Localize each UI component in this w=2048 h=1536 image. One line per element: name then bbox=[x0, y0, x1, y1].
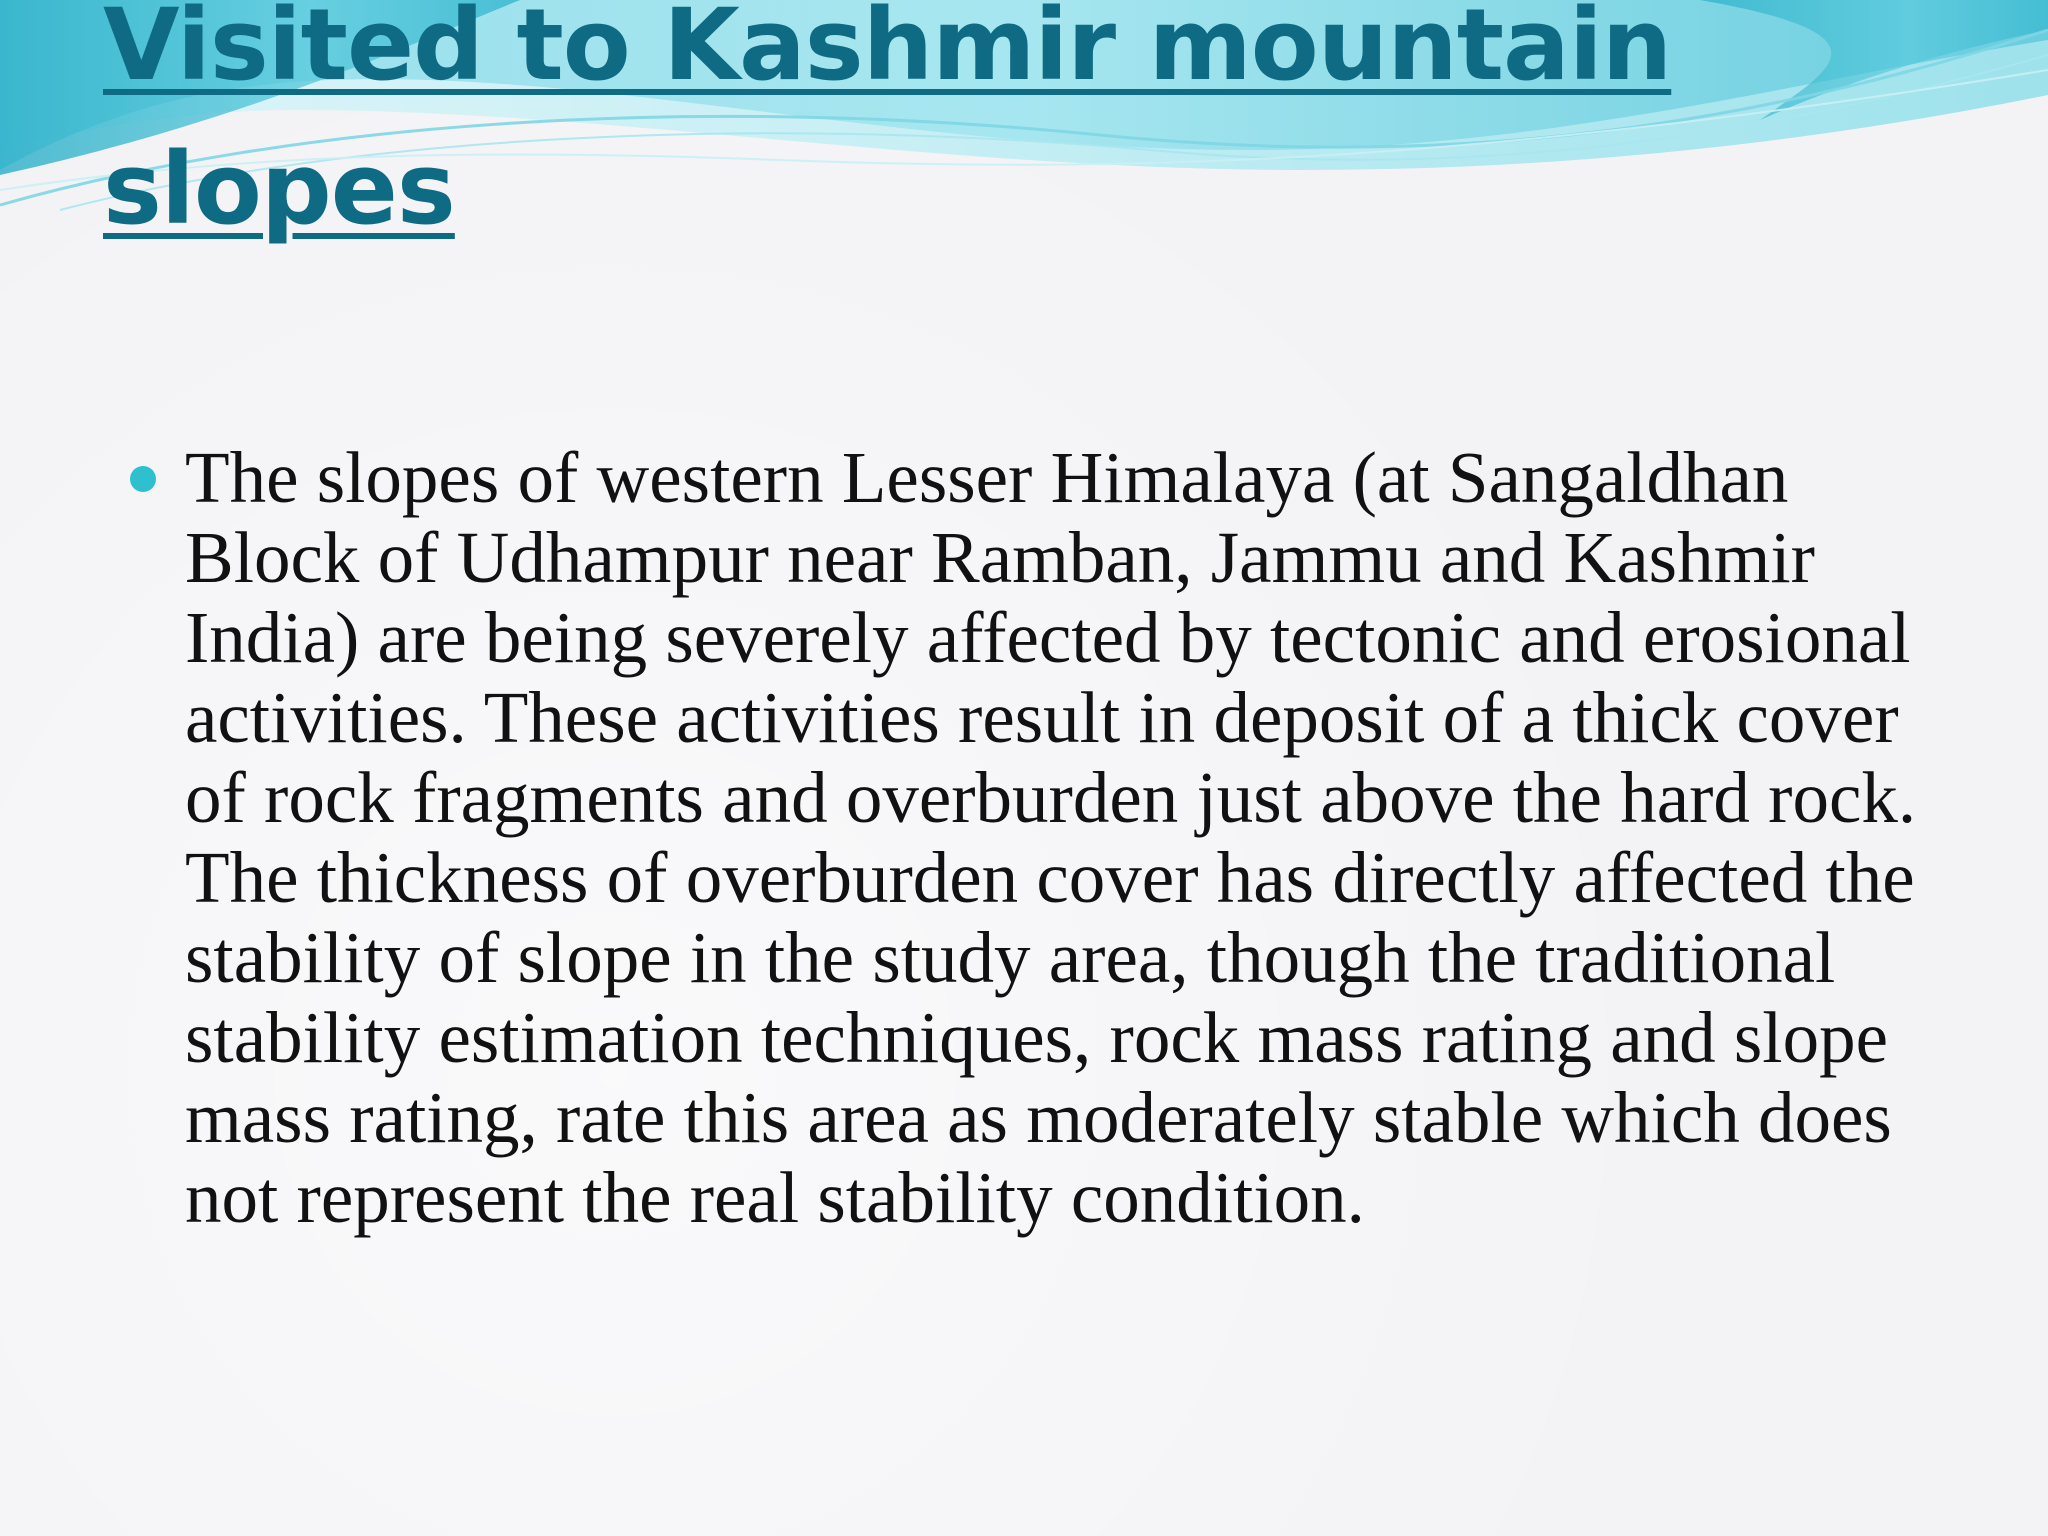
slide-content bbox=[130, 438, 1930, 1238]
bullet-text: The slopes of western Lesser Himalaya (at Sangaldhan Block of Udhampur near Ramban, Jammu and Kashmir India) are being severely affected by tectonic and erosional activities. These activities result in deposit of a thick cover of rock fragments and overburden just above the hard rock. The thickness of overburden cover has directly affected the stability of slope in the study area, though the traditional stability estimation techniques, rock mass rating and slope mass rating, rate this area as moderately stable which does not represent the real stability condition. bbox=[185, 437, 1917, 1238]
slide-title-text: Visited to Kashmir mountain slopes bbox=[103, 0, 1672, 247]
slide-title bbox=[103, 0, 1803, 262]
bullet-icon bbox=[130, 466, 156, 492]
bullet-item bbox=[130, 438, 1930, 1238]
